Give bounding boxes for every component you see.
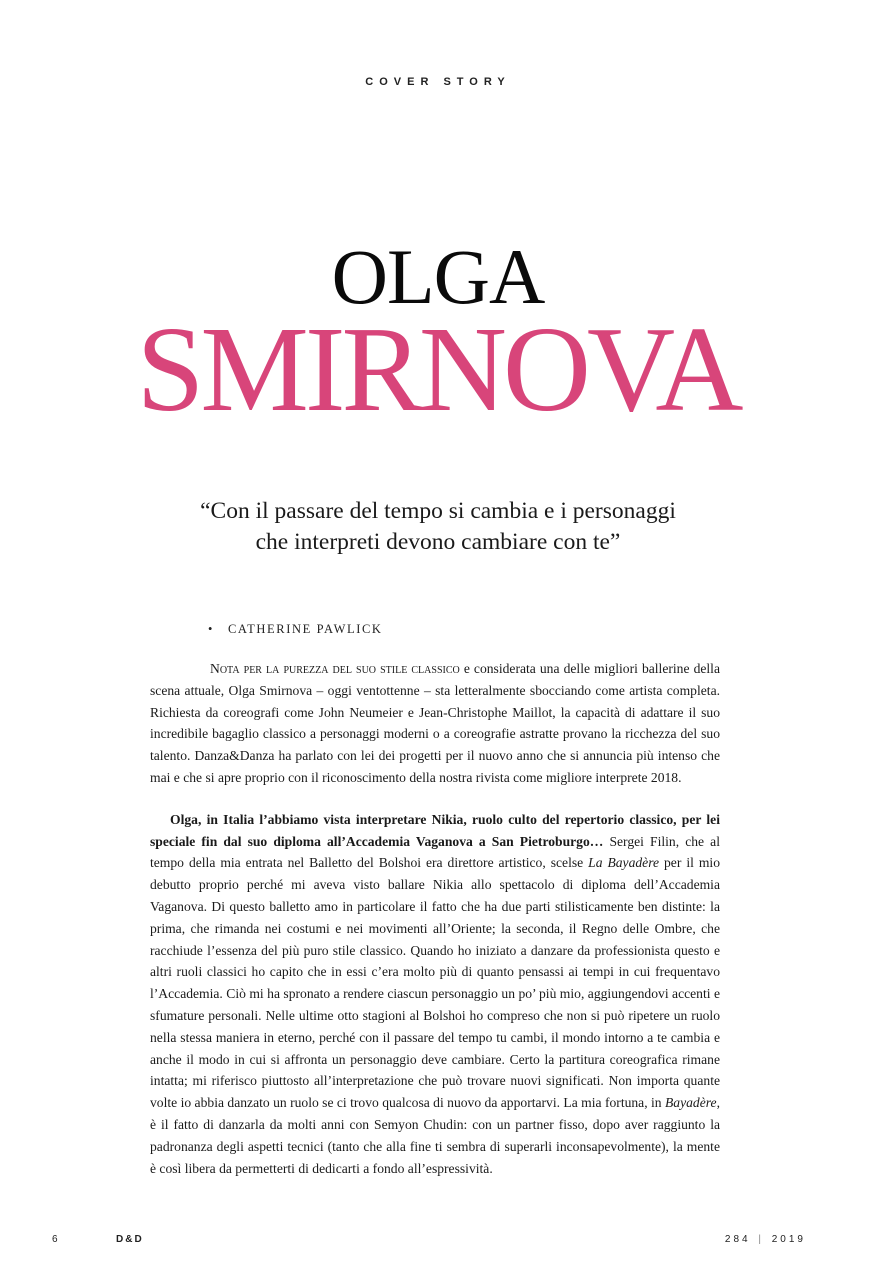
issue-separator: | bbox=[758, 1234, 764, 1245]
answer-part-2: per il mio debutto proprio perché mi aveva visto ballare Nikia allo spettacolo di diploma dell’Accademia Vaganova. Di questo balletto amo in particolare il fatto che ha due parti stilisticamente ben distinte: la prima, che rimanda nei costumi e nei movimenti all’Oriente; la seconda, il Regno delle Ombre, che racchiude l’essenza del più puro stile classico. Quando ho iniziato a danzare da professionista questo e altri ruoli classici ho capito che in essi c’era molto più di quanto pensassi ai tempi in cui frequentavo l’Accademia. Ciò mi ha spronato a rendere ciascun personaggio un po’ più mio, aggiungendovi accenti e sfumature personali. Nelle ultime otto stagioni al Bolshoi ho compreso che non si può ripetere un ruolo nella stessa maniera in eterno, perché con il passare del tempo tu cambi, il mondo intorno a te cambia e anche il modo in cui si affronta un personaggio deve cambiare. Certo la partitura coreografica rimane intatta; mi riferisco piuttosto all’interpretazione che può trovare nuovi significati. Non importa quante volte io abbia danzato un ruolo se ci trovo qualcosa di nuovo da apportarvi. La mia fortuna, in bbox=[150, 855, 720, 1111]
answer-part-3: , è il fatto di danzarla da molti anni con Semyon Chudin: con un partner fisso, dopo aver raggiunto la padronanza degli aspetti tecnici (tanto che alla fine ti sembra di superarli inconsapevolmente), la mente è così libera da permetterti di dedicarti a fondo all’espressività. bbox=[150, 1095, 720, 1176]
title-first-name: OLGA bbox=[331, 233, 545, 320]
intro-paragraph bbox=[150, 658, 720, 789]
pull-quote bbox=[120, 496, 756, 558]
byline bbox=[208, 622, 383, 637]
title-last-name: SMIRNOVA bbox=[136, 302, 740, 437]
author-name: CATHERINE PAWLICK bbox=[228, 622, 383, 636]
issue-info bbox=[725, 1234, 806, 1245]
intro-lead: Nota per la purezza del suo stile classico bbox=[210, 661, 460, 676]
intro-text: e considerata una delle migliori ballerine della scena attuale, Olga Smirnova – oggi ventottenne – sta letteralmente sbocciando come artista completa. Richiesta da coreografi come John Neumeier e Jean-Christophe Maillot, la capacità di adattare il suo incredibile bagaglio classico a personaggi moderni o a coreografie astratte provano la ricchezza del suo talento. Danza&Danza ha parlato con lei dei progetti per il nuovo anno che si annuncia più intenso che mai e che si apre proprio con il riconoscimento della nostra rivista come migliore interprete 2018. bbox=[150, 661, 720, 785]
article-body bbox=[150, 658, 720, 1179]
answer-italic-title-1: La Bayadère bbox=[588, 855, 660, 871]
issue-number: 284 bbox=[724, 1234, 751, 1245]
section-label: COVER STORY bbox=[365, 76, 511, 88]
interview-question: Olga, in Italia l’abbiamo vista interpretare Nikia, ruolo culto del repertorio classico, per lei speciale fin dal suo diploma all’Accademia Vaganova a San Pietroburgo… bbox=[150, 811, 720, 849]
pull-quote-line-2: che interpreti devono cambiare con te” bbox=[255, 529, 621, 555]
answer-italic-title-2: Bayadère bbox=[665, 1095, 717, 1111]
pull-quote-line-1: “Con il passare del tempo si cambia e i personaggi bbox=[200, 498, 676, 524]
answer-part-1: Sergei Filin, che al tempo della mia entrata nel Balletto del Bolshoi era direttore artistico, scelse bbox=[150, 833, 720, 871]
byline-bullet: • bbox=[208, 622, 214, 636]
page-number: 6 bbox=[52, 1234, 58, 1245]
magazine-name: D&D bbox=[116, 1234, 144, 1245]
issue-year: 2019 bbox=[771, 1234, 806, 1245]
qa-paragraph bbox=[150, 809, 720, 1180]
